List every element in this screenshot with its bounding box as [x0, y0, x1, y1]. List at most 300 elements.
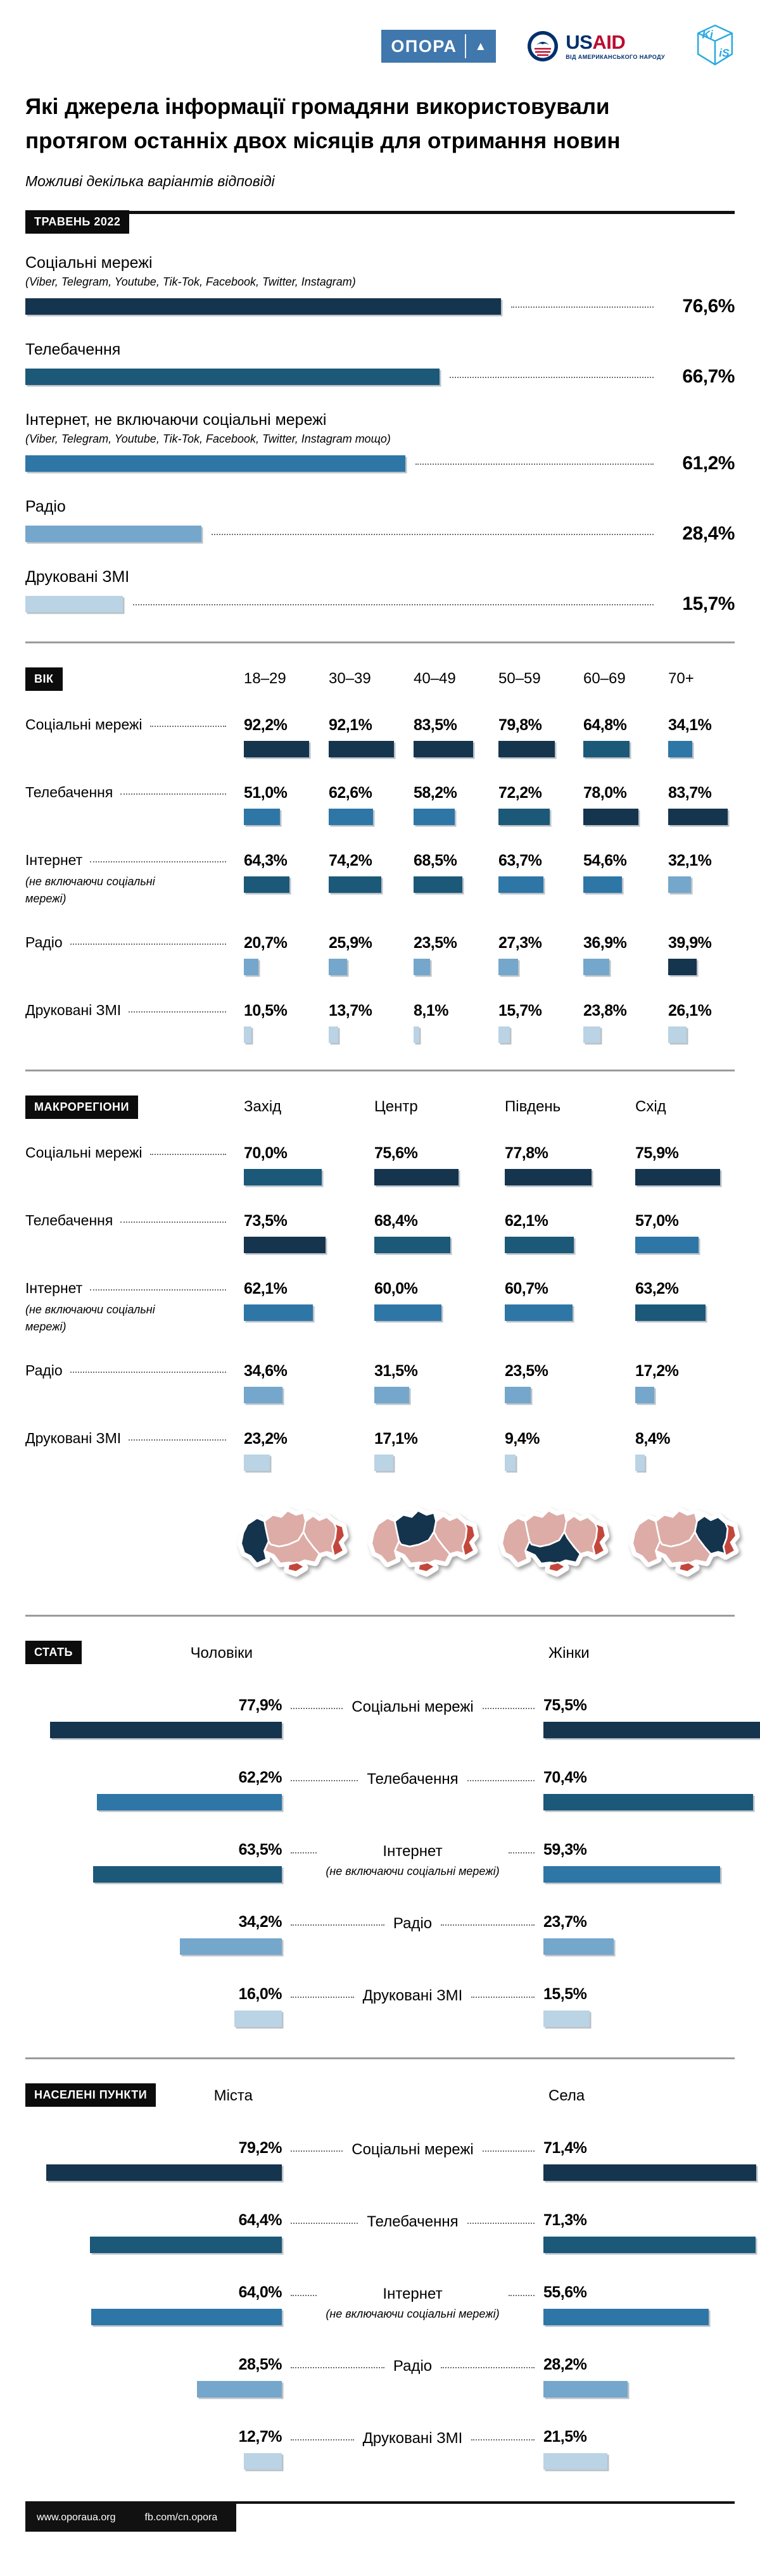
value-label: 28,5% [238, 2355, 282, 2373]
section-header-may2022 [25, 210, 735, 234]
left-cell [25, 2428, 282, 2470]
row-label: Радіо [393, 2357, 433, 2375]
value-label: 70,0% [244, 1144, 288, 1162]
row-label-block [393, 1915, 432, 1933]
value-label: 13,7% [329, 1001, 372, 1020]
row-sublabel: (не включаючи соціальні мережі) [25, 1303, 155, 1333]
may2022-bar-list [25, 254, 735, 615]
bar [244, 2453, 282, 2470]
dotted-leader [291, 2221, 358, 2224]
row-label: Інтернет [25, 1279, 83, 1296]
value-label: 75,5% [543, 1696, 587, 1714]
data-cell [374, 1212, 505, 1253]
data-cell [668, 716, 735, 757]
section-badge-regions: МАКРОРЕГІОНИ [25, 1095, 138, 1119]
section-gender [25, 1641, 735, 2027]
row-label: Інтернет [383, 2285, 443, 2302]
row-label-cell [25, 716, 244, 733]
value-label: 92,1% [329, 716, 372, 734]
right-cell [543, 1769, 735, 1810]
row-label-cell [25, 1362, 244, 1379]
row-label: Інтернет [25, 851, 83, 868]
value-label: 34,2% [238, 1912, 282, 1931]
data-cell [505, 1280, 635, 1321]
bar [543, 1722, 760, 1738]
matrix-row [25, 1362, 735, 1403]
row-sublabel: (не включаючи соціальні мережі) [25, 874, 155, 905]
bar [498, 809, 550, 825]
data-cell [244, 784, 329, 825]
opora-divider [465, 34, 466, 58]
bar [244, 1237, 326, 1253]
bar [583, 741, 630, 757]
maps-spacer-cell [25, 1498, 244, 1588]
row-sublabel: (не включаючи соціальні мережі) [326, 1864, 500, 1878]
data-cell [635, 1362, 735, 1403]
left-cell [25, 1769, 282, 1810]
comparison-row [25, 2428, 735, 2470]
row-label: Телебачення [25, 783, 113, 800]
row-label: Радіо [25, 933, 63, 950]
bar [414, 876, 462, 893]
value-label: 63,5% [238, 1840, 282, 1859]
value-label: 15,7% [682, 593, 735, 614]
ukraine-map-east [625, 1498, 747, 1585]
dotted-leader [291, 2149, 343, 2152]
bar [329, 1026, 338, 1043]
dotted-leader [291, 1923, 384, 1926]
value-label: 20,7% [244, 933, 288, 952]
regions-matrix [25, 1095, 735, 1471]
bar [374, 1237, 450, 1253]
left-cell [25, 2356, 282, 2397]
data-cell [505, 1430, 635, 1471]
value-label: 8,4% [635, 1429, 670, 1448]
bar [244, 1304, 313, 1321]
row-label-cell [25, 784, 244, 801]
opora-wordmark: ОПОРА [391, 36, 457, 56]
section-divider [25, 1615, 735, 1617]
bar [244, 959, 258, 975]
data-cell [244, 1362, 374, 1403]
bar [583, 959, 609, 975]
center-cell [282, 2139, 543, 2181]
bar [543, 1938, 614, 1955]
data-cell [668, 852, 735, 893]
value-label: 15,5% [543, 1985, 587, 2003]
row-label-block [363, 2430, 463, 2447]
data-cell [329, 934, 414, 975]
value-label: 9,4% [505, 1429, 540, 1448]
left-cell [25, 1696, 282, 1738]
dotted-leader [291, 1707, 343, 1709]
matrix-row [25, 934, 735, 975]
dotted-leader [415, 462, 654, 465]
row-label: Соціальні мережі [352, 2140, 474, 2158]
footer-bar [25, 2504, 236, 2532]
bar [91, 2309, 282, 2325]
data-cell [244, 1212, 374, 1253]
header-rule [129, 211, 735, 214]
row-label-block [326, 2285, 499, 2321]
bar [583, 809, 638, 825]
value-label: 72,2% [498, 783, 542, 802]
data-cell [329, 784, 414, 825]
matrix-row [25, 1212, 735, 1253]
column-header: 50–59 [498, 670, 541, 687]
dotted-leader [90, 860, 226, 862]
bar [668, 1026, 687, 1043]
data-cell [414, 852, 498, 893]
dotted-leader [471, 1995, 535, 1998]
bar [543, 1866, 720, 1883]
row-label: Соціальні мережі [25, 1144, 142, 1161]
data-cell [329, 852, 414, 893]
data-cell [583, 784, 668, 825]
value-label: 83,7% [668, 783, 712, 802]
bar [244, 1387, 282, 1403]
value-label: 63,2% [635, 1279, 679, 1297]
bar [244, 1026, 251, 1043]
footer-website-link[interactable]: www.oporaua.org [37, 2511, 116, 2523]
value-label: 23,5% [414, 933, 457, 952]
value-label: 92,2% [244, 716, 288, 734]
map-cell-center [374, 1498, 505, 1588]
row-label-cell [25, 934, 244, 951]
row-label-block [352, 1698, 474, 1716]
right-cell [543, 2139, 735, 2181]
matrix-row [25, 716, 735, 757]
data-cell [414, 716, 498, 757]
bar [180, 1938, 282, 1955]
data-cell [505, 1144, 635, 1185]
value-label: 39,9% [668, 933, 712, 952]
bar [583, 876, 622, 893]
dotted-leader [509, 1851, 535, 1853]
value-label: 71,4% [543, 2138, 587, 2157]
right-cell [543, 2356, 735, 2397]
row-label-block [326, 1843, 499, 1878]
value-label: 63,7% [498, 851, 542, 869]
comparison-row [25, 1913, 735, 1955]
column-header: Південь [505, 1098, 561, 1115]
value-label: 76,6% [682, 295, 735, 317]
left-cell [25, 1913, 282, 1955]
section-divider [25, 2057, 735, 2059]
comparison-header-row [25, 2083, 735, 2109]
bar-line [25, 366, 735, 388]
opora-triangle-icon: ▲ [474, 39, 487, 53]
footer [25, 2501, 735, 2532]
dotted-leader [291, 1995, 354, 1998]
dotted-leader [291, 1779, 358, 1781]
bar [505, 1304, 573, 1321]
value-label: 8,1% [414, 1001, 448, 1020]
dotted-leader [150, 1152, 226, 1155]
comparison-header-row [25, 1641, 735, 1666]
dotted-leader [441, 1923, 535, 1926]
center-cell [282, 2211, 543, 2253]
row-label-block [393, 2358, 432, 2375]
bar [635, 1304, 706, 1321]
dotted-leader [483, 2149, 535, 2152]
bar [244, 741, 309, 757]
data-cell [498, 852, 583, 893]
bar [543, 2011, 590, 2027]
data-cell [583, 716, 668, 757]
column-header: Схід [635, 1098, 666, 1115]
data-cell [635, 1430, 735, 1471]
bar [543, 2164, 756, 2181]
ukraine-map-west [234, 1498, 355, 1585]
right-cell [543, 1913, 735, 1955]
bar [414, 741, 473, 757]
row-label-cell [25, 1212, 244, 1229]
value-label: 27,3% [498, 933, 542, 952]
usaid-logo [526, 30, 665, 63]
data-cell [668, 1002, 735, 1043]
value-label: 23,7% [543, 1912, 587, 1931]
left-cell [25, 2139, 282, 2181]
bar [498, 959, 518, 975]
column-header: 18–29 [244, 670, 286, 687]
source-sublabel: (Viber, Telegram, Youtube, Tik-Tok, Facebook, Twitter, Instagram) [25, 275, 356, 288]
center-cell [282, 2356, 543, 2397]
map-cell-west [244, 1498, 374, 1588]
section-may2022 [25, 210, 735, 615]
bar [635, 1237, 699, 1253]
row-label-cell [25, 1002, 244, 1019]
bar [244, 1455, 270, 1471]
row-label-block [352, 2141, 474, 2159]
dotted-leader [483, 1707, 535, 1709]
column-header-right: Жінки [548, 1644, 590, 1662]
row-label: Радіо [393, 1914, 433, 1932]
bar [668, 741, 692, 757]
bar [329, 741, 394, 757]
dotted-leader [467, 2221, 535, 2224]
row-label: Друковані ЗМІ [25, 1001, 122, 1018]
footer-facebook-link[interactable]: fb.com/cn.opora [144, 2511, 218, 2523]
value-label: 64,8% [583, 716, 627, 734]
section-divider [25, 641, 735, 643]
bar [498, 1026, 510, 1043]
dotted-leader [70, 1370, 226, 1373]
value-label: 23,5% [505, 1361, 548, 1380]
center-cell [282, 1769, 543, 1810]
value-label: 28,4% [682, 522, 735, 544]
row-label-block [363, 1987, 463, 2005]
dotted-leader [509, 2294, 535, 2296]
source-row [25, 411, 735, 474]
section-age [25, 667, 735, 1043]
value-label: 55,6% [543, 2283, 587, 2301]
dotted-leader [120, 792, 226, 795]
data-cell [635, 1144, 735, 1185]
matrix-row [25, 1002, 735, 1043]
source-row [25, 498, 735, 545]
data-cell [374, 1144, 505, 1185]
row-label: Радіо [25, 1361, 63, 1379]
kiis-wordmark-bottom: iS [719, 46, 730, 60]
data-cell [498, 934, 583, 975]
data-cell [498, 716, 583, 757]
data-cell [374, 1280, 505, 1321]
value-label: 77,8% [505, 1144, 548, 1162]
row-label-cell [25, 852, 244, 907]
bar [97, 1794, 282, 1810]
source-label: Друковані ЗМІ [25, 567, 130, 586]
right-cell [543, 1696, 735, 1738]
bar [46, 2164, 282, 2181]
data-cell [414, 934, 498, 975]
value-label: 25,9% [329, 933, 372, 952]
comparison-row [25, 2356, 735, 2397]
comparison-row [25, 1769, 735, 1810]
row-label: Телебачення [367, 2213, 459, 2230]
bar [25, 526, 201, 542]
value-label: 64,4% [238, 2211, 282, 2229]
value-label: 34,6% [244, 1361, 288, 1380]
bar [244, 1169, 322, 1185]
dotted-leader [291, 2438, 354, 2440]
dotted-leader [471, 2438, 535, 2440]
dotted-leader [291, 1851, 317, 1853]
bar [25, 369, 440, 385]
data-cell [498, 784, 583, 825]
page-title: Які джерела інформації громадяни використовували протягом останніх двох місяців для отримання новин [25, 94, 621, 154]
column-header: 60–69 [583, 670, 626, 687]
map-cell-east [635, 1498, 747, 1588]
bar [374, 1304, 441, 1321]
bar [635, 1455, 645, 1471]
value-label: 74,2% [329, 851, 372, 869]
value-label: 31,5% [374, 1361, 418, 1380]
data-cell [668, 934, 735, 975]
data-cell [244, 1144, 374, 1185]
bar [635, 1169, 720, 1185]
value-label: 23,2% [244, 1429, 288, 1448]
data-cell [244, 934, 329, 975]
source-sublabel: (Viber, Telegram, Youtube, Tik-Tok, Facebook, Twitter, Instagram тощо) [25, 432, 391, 445]
value-label: 61,2% [682, 452, 735, 474]
column-header: Захід [244, 1098, 282, 1115]
source-label: Інтернет, не включаючи соціальні мережі [25, 410, 327, 429]
row-label: Телебачення [25, 1211, 113, 1228]
column-header: 40–49 [414, 670, 456, 687]
age-matrix [25, 667, 735, 1043]
data-cell [583, 1002, 668, 1043]
column-header-right: Села [548, 2087, 585, 2104]
data-cell [374, 1430, 505, 1471]
left-cell [25, 1841, 282, 1883]
matrix-row [25, 852, 735, 907]
row-label: Телебачення [367, 1770, 459, 1788]
comparison-row [25, 1985, 735, 2027]
bar [25, 298, 501, 315]
dotted-leader [70, 942, 226, 945]
source-label: Телебачення [25, 340, 121, 358]
bar [635, 1387, 654, 1403]
value-label: 54,6% [583, 851, 627, 869]
matrix-row [25, 784, 735, 825]
bar [414, 809, 455, 825]
center-cell [282, 2428, 543, 2470]
right-cell [543, 2428, 735, 2470]
bar [414, 959, 430, 975]
data-cell [414, 784, 498, 825]
value-label: 58,2% [414, 783, 457, 802]
data-cell [329, 1002, 414, 1043]
row-sublabel: (не включаючи соціальні мережі) [326, 2307, 500, 2320]
bar [543, 1794, 753, 1810]
comparison-row [25, 1696, 735, 1738]
usaid-seal-icon [526, 30, 559, 63]
row-label: Друковані ЗМІ [25, 1429, 122, 1446]
row-label-cell [25, 1430, 244, 1447]
dotted-leader [212, 533, 654, 535]
value-label: 26,1% [668, 1001, 712, 1020]
bar-line [25, 523, 735, 545]
bar [25, 455, 405, 472]
value-label: 34,1% [668, 716, 712, 734]
value-label: 10,5% [244, 1001, 288, 1020]
value-label: 71,3% [543, 2211, 587, 2229]
data-cell [668, 784, 735, 825]
row-label-block [367, 2213, 458, 2231]
bar [543, 2237, 756, 2253]
bar [374, 1387, 409, 1403]
comparison-row [25, 2211, 735, 2253]
dotted-leader [129, 1010, 226, 1013]
data-cell [498, 1002, 583, 1043]
value-label: 17,1% [374, 1429, 418, 1448]
right-cell [543, 2211, 735, 2253]
dotted-leader [467, 1779, 535, 1781]
bar [329, 809, 373, 825]
center-cell [282, 1913, 543, 1955]
center-cell [282, 1696, 543, 1738]
data-cell [244, 1280, 374, 1321]
regions-maps-row [25, 1498, 735, 1588]
value-label: 68,4% [374, 1211, 418, 1230]
bar [329, 959, 347, 975]
row-label: Соціальні мережі [352, 1698, 474, 1715]
column-header: 30–39 [329, 670, 371, 687]
bar [329, 876, 381, 893]
kiis-cube-icon [695, 24, 735, 66]
dotted-leader [511, 305, 654, 308]
value-label: 62,1% [505, 1211, 548, 1230]
dotted-leader [133, 603, 654, 605]
column-header-left: Чоловіки [190, 1644, 253, 1662]
left-cell [25, 2211, 282, 2253]
value-label: 75,9% [635, 1144, 679, 1162]
section-badge-age: ВІК [25, 667, 63, 691]
settlements-comparison [25, 2083, 735, 2470]
column-header: 70+ [668, 670, 694, 687]
section-regions [25, 1095, 735, 1588]
value-label: 21,5% [543, 2427, 587, 2446]
dotted-leader [450, 376, 654, 378]
value-label: 60,7% [505, 1279, 548, 1297]
row-label: Друковані ЗМІ [362, 2429, 463, 2447]
badge-cell [25, 667, 244, 691]
bar [668, 809, 728, 825]
right-cell [543, 2283, 735, 2325]
value-label: 79,2% [238, 2138, 282, 2157]
value-label: 62,1% [244, 1279, 288, 1297]
